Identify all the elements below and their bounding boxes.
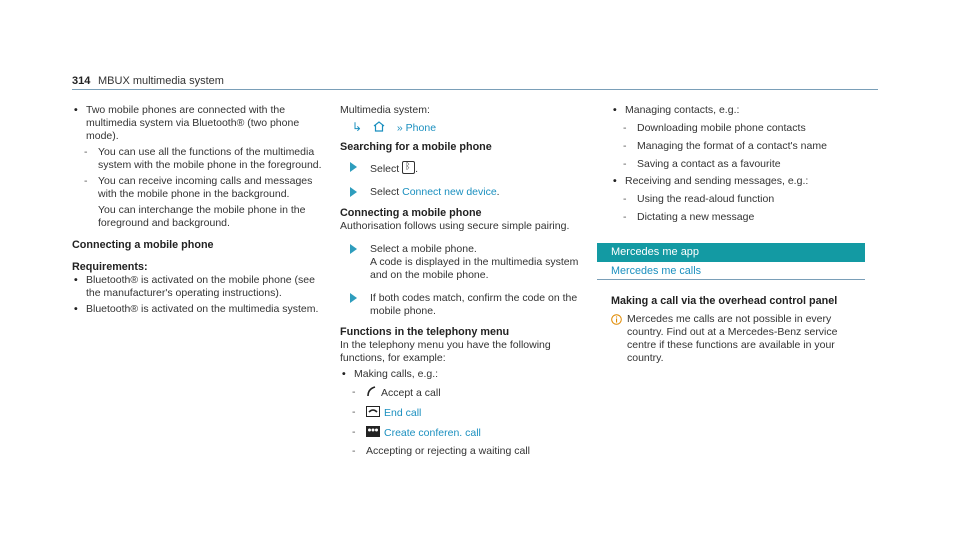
page-title: MBUX multimedia system (98, 75, 224, 87)
phone-end-icon (366, 406, 380, 417)
functions-heading: Functions in the telephony menu (340, 326, 510, 338)
page-number: 314 (72, 75, 91, 87)
bluetooth-icon: ᛒ (402, 161, 415, 174)
list-item: - Accept a call (352, 386, 441, 399)
path-phone[interactable]: Phone (405, 122, 437, 134)
section-heading: Connecting a mobile phone (72, 239, 214, 251)
menu-path (340, 121, 592, 135)
header-rule (72, 89, 878, 90)
section-banner: Mercedes me app (597, 243, 865, 262)
list-item: - End call (352, 406, 422, 419)
note: Mercedes me calls are not possible in every country. Find out at a Mercedes-Benz service centre if these functions are available in your country. (611, 313, 869, 365)
phone-accept-icon (366, 386, 377, 397)
subsection-title: Mercedes me calls (611, 265, 702, 277)
list-item: - Saving a contact as a favourite (623, 158, 781, 170)
step-3: Select a mobile phone. A code is displayed in the multimedia system and on the mobile phone. (340, 243, 592, 282)
connect-new-device-link[interactable]: Connect new device (402, 186, 497, 198)
column-1 (72, 104, 324, 316)
paragraph: You can interchange the mobile phone in the foreground and background. (98, 204, 306, 229)
functions-text: In the telephony menu you have the following functions, for example: (340, 339, 551, 364)
chevron-double-icon: » (396, 122, 403, 134)
step-2: Select Connect new device. (340, 186, 592, 199)
connect-text: Authorisation follows using secure simple pairing. (340, 220, 570, 232)
step-4: If both codes match, confirm the code on the mobile phone. (340, 292, 592, 318)
list-item: • Two mobile phones are connected with the multimedia system via Bluetooth® (two phone mode). (74, 104, 300, 142)
home-icon (373, 121, 385, 132)
list-item: - Downloading mobile phone contacts (623, 122, 806, 134)
list-item: • Managing contacts, e.g.: (613, 104, 740, 116)
info-icon (611, 314, 622, 325)
list-item: - Using the read-aloud function (623, 193, 775, 205)
list-item: - You can receive incoming calls and messages with the mobile phone in the background. (84, 175, 313, 200)
call-heading: Making a call via the overhead control panel (611, 295, 838, 307)
list-item: • Receiving and sending messages, e.g.: (613, 175, 809, 187)
step-1: Select ᛒ . (340, 161, 592, 176)
list-item: • Bluetooth® is activated on the multimedia system. (74, 303, 319, 315)
column-2 (340, 104, 592, 458)
system-label: Multimedia system: (340, 104, 430, 116)
connect-heading: Connecting a mobile phone (340, 207, 482, 219)
conference-call-icon (366, 426, 380, 437)
search-heading: Searching for a mobile phone (340, 141, 492, 153)
list-item: - Create conferen. call (352, 426, 481, 439)
subsection-rule (597, 279, 865, 280)
list-item: - Dictating a new message (623, 211, 755, 223)
list-item: - Managing the format of a contact's name (623, 140, 827, 152)
list-item: • Bluetooth® is activated on the mobile phone (see the manufacturer's operating instructions). (74, 274, 315, 299)
path-arrow-icon: ↳ (352, 120, 363, 134)
call-section (611, 295, 869, 365)
list-item: - Accepting or rejecting a waiting call (352, 445, 531, 457)
list-item: • Making calls, e.g.: (342, 368, 439, 380)
list-item: - You can use all the functions of the multimedia system with the mobile phone in the foreground. (84, 146, 322, 171)
requirements-heading: Requirements: (72, 261, 148, 273)
column-3 (611, 104, 871, 224)
